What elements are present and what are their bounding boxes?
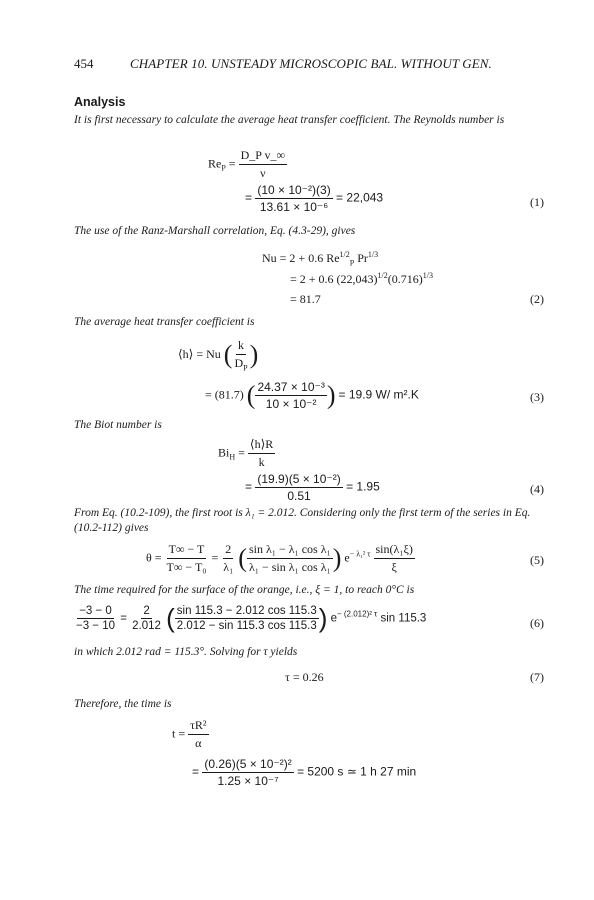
paragraph-in-which: in which 2.012 rad = 115.3°. Solving for τ yields [74, 646, 298, 658]
equation-number-1: (1) [530, 195, 544, 209]
paragraph-from-eq: From Eq. (10.2-109), the first root is λ₁ = 2.012. Considering only the first term of the series in Eq. (10.2-112) gives [74, 507, 531, 534]
equation-six: $\frac{-3 - 0}{-3 - 10}$ = $\frac{2}{2.012}$ ( $\frac{\sin 115.3 - 2.012 \cos 115.3}{2.012 - \sin 115.3 \cos 115.3}$ ) $e^{- (2.012)^2 \tau}$ sin 115.3 [76, 603, 427, 633]
equation-biot-line2: = $\frac{\text{(19.9)(5 × 10⁻²)}}{0.51}$ = 1.95 [245, 472, 380, 503]
equation-theta: θ = $\frac{T\infty - T}{\text{T∞ − T₀}}$ = $\frac{2}{\text{λ₁}}$ ( $\frac{\text{sin λ₁ − λ₁ cos λ₁}}{\text{λ₁ − sin λ₁ cos λ₁}}$ ) $e^{- \lambda_1^2 \tau}$ $\frac{\text{sin(λ₁ξ)}}{\xi}$ [146, 542, 413, 574]
paragraph-therefore: Therefore, the time is [74, 698, 172, 710]
paragraph-intro: It is first necessary to calculate the average heat transfer coefficient. The Reynolds number is [74, 114, 505, 126]
equation-reynolds-line1: $Re_P$ = $\frac{\text{D\_P v\_∞}}{\nu}$ [208, 148, 286, 180]
paragraph-ranz: The use of the Ranz-Marshall correlation, Eq. (4.3-29), gives [74, 225, 356, 237]
equation-number-6: (6) [530, 616, 544, 630]
equation-h-line1: ⟨h⟩ = Nu ( $\frac{k}{D_P}$ ) [178, 338, 259, 373]
equation-nusselt-line1: Nu = 2 + 0.6 $Re^{1/2}_P$ $Pr^{1/3}$ [262, 250, 379, 268]
equation-number-5: (5) [530, 553, 544, 567]
paragraph-avg-h: The average heat transfer coefficient is [74, 316, 255, 328]
equation-time-line2: = $\frac{\text{(0.26)(5 × 10⁻²)²}}{\text{1.25 × 10⁻⁷}}$ = 5200 s ≃ 1 h 27 min [192, 757, 417, 788]
equation-biot-line1: $Bi_H$ = $\frac{⟨h⟩R}{k}$ [218, 437, 274, 469]
equation-h-line2: = (81.7) ( $\frac{\text{24.37 × 10⁻³}}{\text{10 × 10⁻²}}$ ) = 19.9 W/ m².K [205, 380, 419, 411]
equation-number-4: (4) [530, 482, 544, 496]
equation-number-3: (3) [530, 390, 544, 404]
chapter-title: CHAPTER 10. UNSTEADY MICROSCOPIC BAL. WITHOUT GEN. [130, 56, 492, 71]
equation-reynolds-line2: = $\frac{\text{(10 × 10⁻²)(3)}}{\text{13.61 × 10⁻⁶}}$ = 22,043 [245, 183, 384, 214]
equation-time-line1: t = $\frac{\text{τR²}}{\alpha}$ [172, 718, 207, 750]
equation-nusselt-line2: = 2 + 0.6 $(22,043)^{1/2}(0.716)^{1/3}$ [290, 271, 433, 286]
section-heading: Analysis [74, 95, 126, 109]
equation-number-7: (7) [530, 670, 544, 684]
equation-number-2: (2) [530, 292, 544, 306]
page-number: 454 [74, 56, 94, 71]
paragraph-time-required: The time required for the surface of the orange, i.e., ξ = 1, to reach 0°C is [74, 584, 415, 596]
equation-nusselt-line3: = 81.7 [290, 292, 321, 306]
paragraph-biot: The Biot number is [74, 419, 162, 431]
equation-tau: τ = 0.26 [285, 670, 324, 684]
